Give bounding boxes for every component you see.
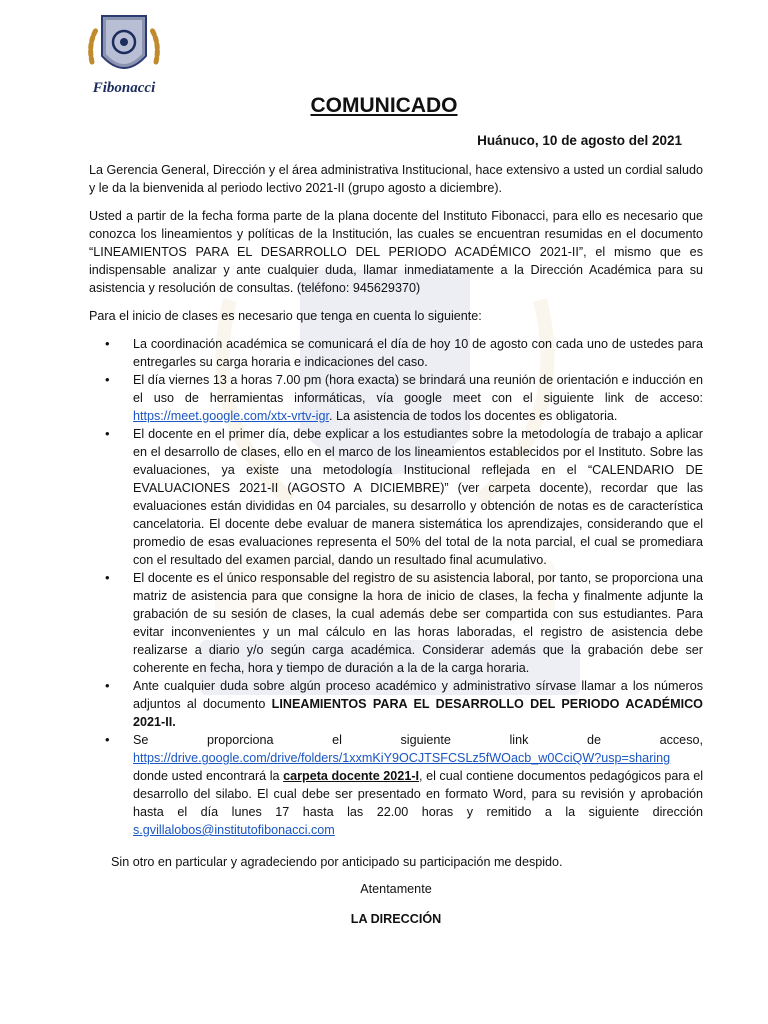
meet-link[interactable]: https://meet.google.com/xtx-vrtv-igr bbox=[133, 409, 329, 423]
list-item: • Se proporciona el siguiente link de acceso, https://drive.google.com/drive/folders/1xxmKiY9OCJTSFCSLz5fWOacb_w0CciQW?usp=sharing donde usted encontrará la carpeta docente 2021-I, el cual contiene documentos pedagógicos para el desarrollo del silabo. El cual debe ser presentado en formato Word, para su revisión y aprobación hasta el día lunes 17 hasta las 22.00 horas y remitido a la siguiente dirección s.gvillalobos@institutofibonacci.com bbox=[133, 731, 703, 839]
signature: LA DIRECCIÓN bbox=[350, 912, 442, 926]
bullet-list bbox=[89, 335, 703, 839]
drive-link[interactable]: https://drive.google.com/drive/folders/1xxmKiY9OCJTSFCSLz5fWOacb_w0CciQW?usp=sharing bbox=[133, 751, 671, 765]
paragraph-start-classes: Para el inicio de clases es necesario que tenga en cuenta lo siguiente: bbox=[89, 309, 482, 323]
list-item: • La coordinación académica se comunicará el día de hoy 10 de agosto con cada uno de ustedes para entregarles su carga horaria e indicaciones del caso. bbox=[133, 335, 703, 371]
guidelines-document-name: LINEAMIENTOS PARA EL DESARROLLO DEL PERIODO ACADÉMICO 2021-II. bbox=[133, 697, 703, 729]
email-link[interactable]: s.gvillalobos@institutofibonacci.com bbox=[133, 823, 335, 837]
list-item: • El día viernes 13 a horas 7.00 pm (hora exacta) se brindará una reunión de orientación e inducción en el uso de herramientas informáticas, vía google meet con el siguiente link de acceso: https://meet.google.com/xtx-vrtv-igr. La asistencia de todos los docentes es obligatoria. bbox=[133, 371, 703, 425]
page-title: COMUNICADO bbox=[310, 94, 458, 117]
list-item: • El docente en el primer día, debe explicar a los estudiantes sobre la metodología de trabajo a aplicar en el desarrollo de clases, ello en el marco de los lineamientos establecidos por el Instituto. Sobre las evaluaciones, ya existe una metodología Institucional reflejada en el “CALENDARIO DE EVALUACIONES 2021-II (AGOSTO A DICIEMBRE)” (ver carpeta docente), recordar que las evaluaciones están divididas en 04 parciales, su desarrollo y obtención de notas es de característica cancelatoria. El docente debe evaluar de manera sistemática los aprendizajes, considerando que el promedio de esas evaluaciones representa el 50% del total de la nota parcial, el cual se promediara con el resultado del examen parcial, dando un resultado final acumulativo. bbox=[133, 425, 703, 569]
document-date: Huánuco, 10 de agosto del 2021 bbox=[477, 133, 682, 148]
document-body bbox=[89, 161, 703, 928]
list-item: • El docente es el único responsable del registro de su asistencia laboral, por tanto, se proporciona una matriz de asistencia para que consigne la hora de inicio de clases, la fecha y finalmente adjunte la grabación de su sesión de clases, la cual además debe ser compartida con sus estudiantes. Para evitar inconvenientes y un mal cálculo en las horas laboradas, el registro de asistencia debe realizarse a diario y/o según carga académica. Considerar además que la grabación debe ser coherente en fecha, hora y tiempo de duración a la de la carga horaria. bbox=[133, 569, 703, 677]
list-item: • Ante cualquier duda sobre algún proceso académico y administrativo sírvase llamar a los números adjuntos al documento LINEAMIENTOS PARA EL DESARROLLO DEL PERIODO ACADÉMICO 2021-II. bbox=[133, 677, 703, 731]
closing-text: Sin otro en particular y agradeciendo por anticipado su participación me despido. bbox=[111, 855, 563, 869]
regards-text: Atentamente bbox=[360, 882, 432, 896]
logo-name: Fibonacci bbox=[92, 80, 156, 96]
paragraph-intro: La Gerencia General, Dirección y el área administrativa Institucional, hace extensivo a usted un cordial saludo y le da la bienvenida al periodo lectivo 2021-II (grupo agosto a diciembre). bbox=[89, 163, 703, 195]
paragraph-guidelines: Usted a partir de la fecha forma parte de la plana docente del Instituto Fibonacci, para ello es necesario que conozca los lineamientos y políticas de la Institución, las cuales se encuentran resumidas en el documento “LINEAMIENTOS PARA EL DESARROLLO DEL PERIODO ACADÉMICO 2021-II”, el mismo que es indispensable analizar y ante cualquier duda, llamar inmediatamente a la Dirección Académica para su asistencia y resolución de consultas. (teléfono: 945629370) bbox=[89, 209, 703, 295]
teacher-folder-name: carpeta docente 2021-I bbox=[283, 769, 420, 783]
